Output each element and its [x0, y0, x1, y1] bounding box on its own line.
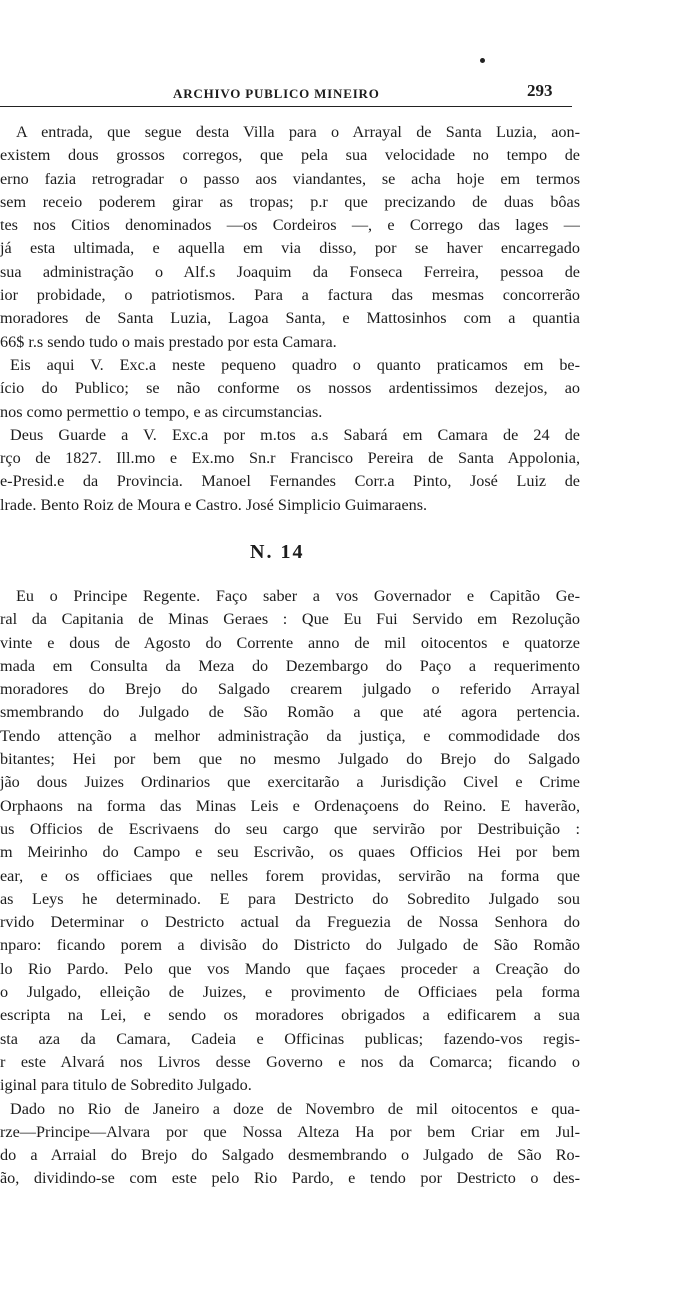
text-line: existem dous grossos corregos, que pela sua velocidade no tempo de — [0, 146, 580, 165]
text-line: 66$ r.s sendo tudo o mais prestado por esta Camara. — [0, 332, 337, 351]
text-line: Eu o Principe Regente. Faço saber a vos Governador e Capitão Ge- — [16, 587, 580, 605]
text-line: jão dous Juizes Ordinarios que exercitarão a Jurisdição Civel e Crime — [0, 773, 580, 792]
text-line: rvido Determinar o Destricto actual da Freguezia de Nossa Senhora do — [0, 913, 580, 932]
text-line: moradores de Santa Luzia, Lagoa Santa, e Mattosinhos com a quantia — [0, 309, 580, 328]
text-line: escripta na Lei, e sendo os moradores obrigados a edificarem a sua — [0, 1006, 580, 1025]
page-number: 293 — [527, 81, 553, 100]
text-line: ior probidade, o patriotismos. Para a factura das mesmas concorrerão — [0, 286, 580, 305]
text-line: us Officios de Escrivaens do seu cargo que servirão por Destribuição : — [0, 819, 580, 838]
text-line: iginal para titulo de Sobredito Julgado. — [0, 1076, 252, 1095]
page-header — [0, 81, 572, 107]
text-line: Tendo attenção a melhor administração da justiça, e commodidade dos — [0, 726, 580, 745]
text-line: lo Rio Pardo. Pelo que vos Mando que façaes proceder a Creação do — [0, 959, 580, 978]
text-line: mada em Consulta da Meza do Dezembargo do Paço a requerimento — [0, 656, 580, 675]
text-line: erno fazia retrogradar o passo aos viandantes, se acha hoje em termos — [0, 169, 580, 188]
text-line: e-Presid.e da Provincia. Manoel Fernandes Corr.a Pinto, José Luiz de — [0, 472, 580, 491]
text-line: bitantes; Hei por bem que no mesmo Julgado do Brejo do Salgado — [0, 750, 580, 769]
text-line: tes nos Citios denominados —os Cordeiros —, e Corrego das lages — — [0, 216, 580, 235]
text-line: Deus Guarde a V. Exc.a por m.tos a.s Sabará em Camara de 24 de — [10, 425, 580, 444]
text-line: vinte e dous de Agosto do Corrente anno de mil oitocentos e quatorze — [0, 633, 580, 652]
text-line: Eis aqui V. Exc.a neste pequeno quadro o quanto praticamos em be- — [10, 355, 580, 374]
print-speck — [480, 58, 485, 63]
text-line: ral da Capitania de Minas Geraes : Que Eu Fui Servido em Rezolução — [0, 610, 580, 629]
text-line: Orphaons na forma das Minas Leis e Ordenaçoens do Reino. E haverão, — [0, 796, 580, 815]
upper-text-block — [0, 121, 580, 517]
text-line: A entrada, que segue desta Villa para o Arrayal de Santa Luzia, aon- — [16, 123, 580, 141]
text-line: o Julgado, elleição de Juizes, e provimento de Officiaes pela forma — [0, 983, 580, 1002]
running-title: ARCHIVO PUBLICO MINEIRO — [173, 86, 380, 101]
text-line: sua administração o Alf.s Joaquim da Fonseca Ferreira, pessoa de — [0, 262, 580, 281]
text-line: sta aza da Camara, Cadeia e Officinas publicas; fazendo-vos regis- — [0, 1029, 580, 1048]
text-line: ício do Publico; se não conforme os nossos ardentissimos dezejos, ao — [0, 379, 580, 398]
text-line: r este Alvará nos Livros desse Governo e nos da Comarca; ficando o — [0, 1052, 580, 1071]
text-line: do a Arraial do Brejo do Salgado desmembrando o Julgado de São Ro- — [0, 1146, 580, 1165]
text-line: rze—Principe—Alvara por que Nossa Alteza Ha por bem Criar em Jul- — [0, 1122, 580, 1141]
text-line: rço de 1827. Ill.mo e Ex.mo Sn.r Francisco Pereira de Santa Appolonia, — [0, 449, 580, 468]
text-line: já esta ultimada, e aquella em via disso, por se haver encarregado — [0, 239, 580, 258]
text-line: nparo: ficando porem a divisão do Districto do Julgado de São Romão — [0, 936, 580, 955]
text-line: moradores do Brejo do Salgado crearem julgado o referido Arrayal — [0, 680, 580, 699]
text-line: nos como permettio o tempo, e as circumstancias. — [0, 402, 323, 421]
lower-text-block — [0, 585, 580, 1191]
text-line: m Meirinho do Campo e seu Escrivão, os quaes Officios Hei por bem — [0, 843, 580, 862]
text-line: ear, e os officiaes que nelles forem providas, servirão na forma que — [0, 866, 580, 885]
text-line: ão, dividindo-se com este pelo Rio Pardo, e tendo por Destricto o des- — [0, 1169, 580, 1188]
text-line: lrade. Bento Roiz de Moura e Castro. José Simplicio Guimaraens. — [0, 495, 428, 514]
text-line: smembrando do Julgado de São Romão a que até agora pertencia. — [0, 703, 580, 722]
text-line: Dado no Rio de Janeiro a doze de Novembro de mil oitocentos e qua- — [10, 1099, 580, 1118]
text-line: sem receio poderem girar as tropas; p.r que precizando de duas bôas — [0, 192, 580, 211]
section-title: N. 14 — [250, 541, 305, 563]
text-line: as Leys he determinado. E para Destricto do Sobredito Julgado sou — [0, 889, 580, 908]
